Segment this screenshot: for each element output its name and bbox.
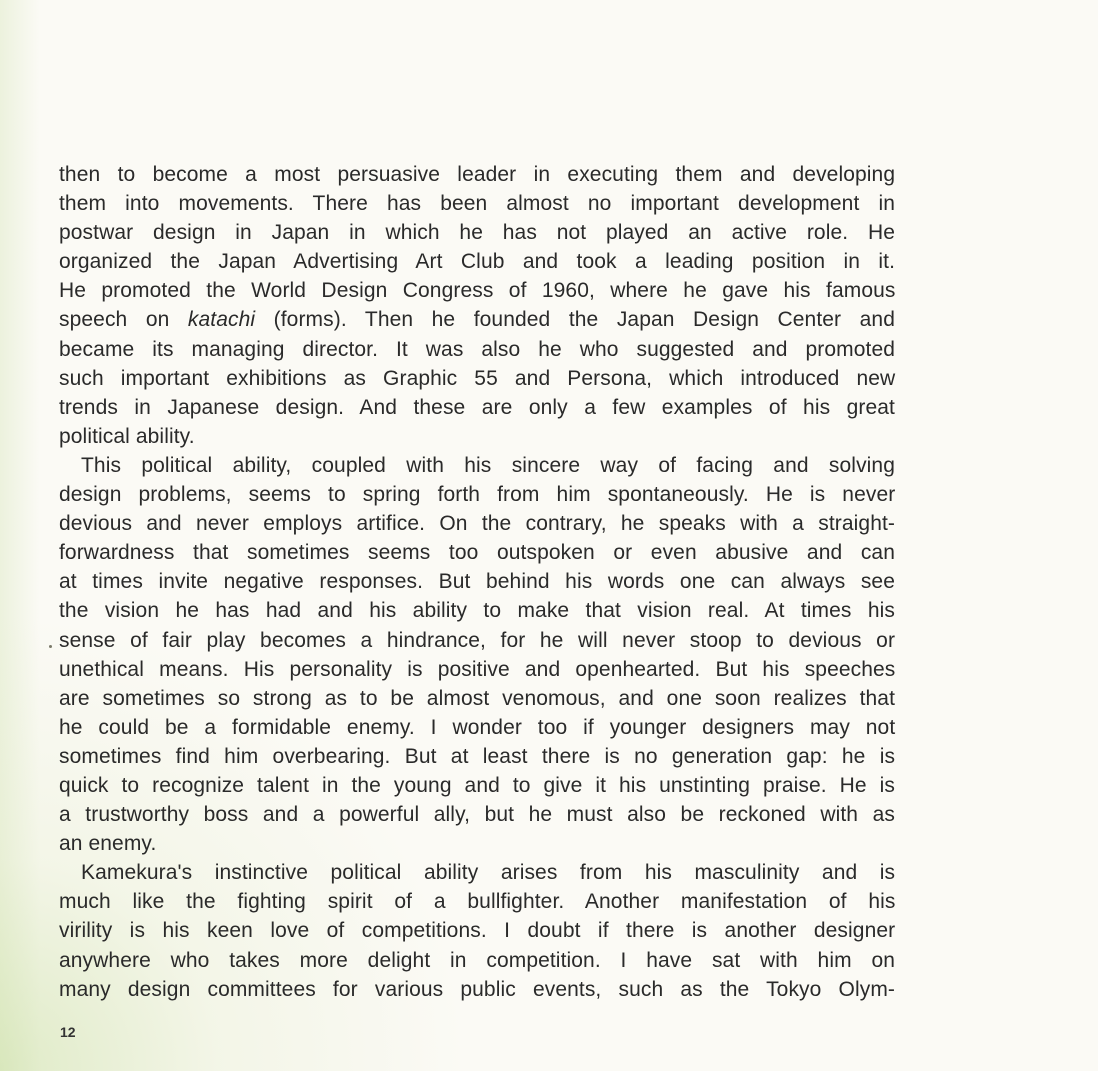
text-segment: (forms). Then he founded the Japan Design Center and bbox=[255, 308, 895, 332]
text-line: design problems, seems to spring forth from him spontaneously. He is never bbox=[59, 483, 896, 507]
text-line: them into movements. There has been almost no important development in bbox=[59, 192, 895, 216]
body-text bbox=[59, 160, 895, 1004]
text-line: forwardness that sometimes seems too outspoken or even abusive and can bbox=[59, 541, 895, 565]
text-line: virility is his keen love of competitions. I doubt if there is another designer bbox=[59, 919, 896, 943]
text-line: sometimes find him overbearing. But at least there is no generation gap: he is bbox=[59, 744, 896, 768]
text-line-with-italic bbox=[59, 305, 895, 334]
text-line: Kamekura's instinctive political ability arises from his masculinity and is bbox=[81, 861, 896, 885]
text-line: political ability. bbox=[59, 424, 195, 448]
text-line: He promoted the World Design Congress of 1960, where he gave his famous bbox=[59, 279, 896, 303]
text-line: the vision he has had and his ability to make that vision real. At times his bbox=[59, 599, 895, 623]
paragraph-2 bbox=[59, 451, 895, 858]
paper-speck bbox=[49, 645, 52, 648]
text-line: at times invite negative responses. But behind his words one can always see bbox=[59, 570, 895, 594]
text-line: sense of fair play becomes a hindrance, for he will never stoop to devious or bbox=[59, 628, 896, 652]
text-line: are sometimes so strong as to be almost venomous, and one soon realizes that bbox=[59, 686, 895, 710]
text-line: trends in Japanese design. And these are only a few examples of his great bbox=[59, 395, 895, 419]
italic-term: katachi bbox=[187, 308, 256, 332]
text-segment: speech on bbox=[59, 308, 188, 332]
text-line: organized the Japan Advertising Art Club and took a leading position in it. bbox=[59, 250, 895, 274]
text-line: devious and never employs artifice. On the contrary, he speaks with a straight- bbox=[59, 512, 895, 536]
text-line: an enemy. bbox=[59, 832, 157, 856]
text-line: anywhere who takes more delight in competition. I have sat with him on bbox=[59, 948, 895, 972]
text-line: a trustworthy boss and a powerful ally, but he must also be reckoned with as bbox=[59, 803, 895, 827]
page-number: 12 bbox=[60, 1024, 76, 1040]
text-line: postwar design in Japan in which he has not played an active role. He bbox=[59, 221, 896, 245]
text-line: many design committees for various public events, such as the Tokyo Olym- bbox=[59, 977, 896, 1001]
text-line: unethical means. His personality is positive and openhearted. But his speeches bbox=[59, 657, 896, 681]
paragraph-1 bbox=[59, 160, 895, 451]
paragraph-3 bbox=[59, 858, 895, 1003]
text-line: then to become a most persuasive leader in executing them and developing bbox=[59, 163, 896, 186]
text-line: became its managing director. It was also he who suggested and promoted bbox=[59, 337, 896, 361]
text-line: This political ability, coupled with his sincere way of facing and solving bbox=[81, 453, 895, 477]
text-line: quick to recognize talent in the young and to give it his unstinting praise. He is bbox=[59, 773, 895, 797]
text-line: much like the fighting spirit of a bullfighter. Another manifestation of his bbox=[59, 890, 896, 914]
text-line: such important exhibitions as Graphic 55 and Persona, which introduced new bbox=[59, 366, 896, 390]
text-line: he could be a formidable enemy. I wonder too if younger designers may not bbox=[59, 715, 896, 739]
